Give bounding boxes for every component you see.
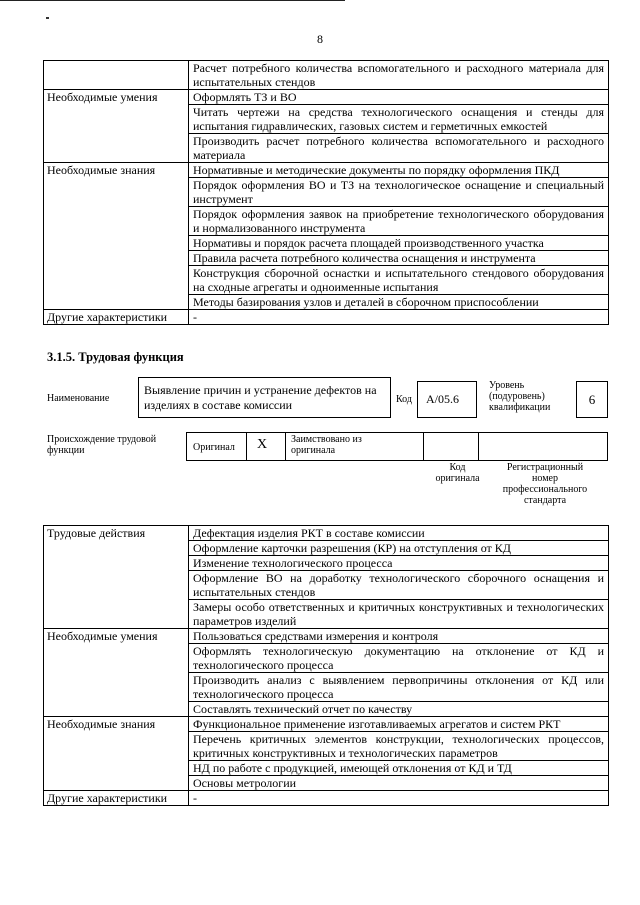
level-value: 6	[588, 392, 596, 407]
name-value: Выявление причин и устранение дефектов на изделиях в составе комиссии	[144, 383, 377, 412]
row-item: Оформлять технологическую документацию на отклонение от КД и технологического процесса	[189, 644, 609, 673]
row-item: Методы базирования узлов и деталей в сборочном приспособлении	[189, 295, 609, 310]
code-label: Код	[396, 394, 412, 405]
row-item: Читать чертежи на средства технологического оснащения и стенды для испытания гидравлических, газовых систем и герметичных емкостей	[189, 105, 609, 134]
original-mark: X	[257, 437, 268, 452]
row-item: Конструкция сборочной оснастки и испытательного стендового оборудования на сходные агрегаты и одноименные испытания	[189, 266, 609, 295]
row-item: Изменение технологического процесса	[189, 556, 609, 571]
divider	[285, 432, 286, 461]
table-row	[44, 717, 609, 732]
row-label: Другие характеристики	[44, 791, 189, 806]
divider	[478, 432, 479, 461]
name-box	[138, 377, 391, 418]
row-item: -	[189, 791, 609, 806]
table-row	[44, 791, 609, 806]
row-item: Пользоваться средствами измерения и контроля	[189, 629, 609, 644]
reg-caption: Регистрационный номер профессионального стандарта	[502, 462, 588, 506]
row-item: Оформление ВО на доработку технологического сборочного оснащения и испытательных стендов	[189, 571, 609, 600]
row-item: Нормативы и порядок расчета площадей производственного участка	[189, 236, 609, 251]
row-item: -	[189, 310, 609, 325]
level-label: Уровень (подуровень) квалификации	[489, 380, 551, 413]
row-label	[44, 61, 189, 90]
row-item: Производить расчет потребного количества вспомогательного и расходного материала	[189, 134, 609, 163]
row-item: Основы метрологии	[189, 776, 609, 791]
scan-speck	[46, 17, 49, 19]
row-item: Оформлять ТЗ и ВО	[189, 90, 609, 105]
table-row	[44, 629, 609, 644]
table-row	[44, 163, 609, 178]
borrowed-label: Заимствовано из оригинала	[291, 434, 362, 456]
row-item: Оформление карточки разрешения (КР) на отступления от КД	[189, 541, 609, 556]
row-label: Трудовые действия	[44, 526, 189, 629]
row-item: Порядок оформления заявок на приобретение технологического оборудования и нормализованного инструмента	[189, 207, 609, 236]
scan-edge-line	[0, 0, 345, 1]
row-label: Необходимые умения	[44, 90, 189, 163]
table-row	[44, 310, 609, 325]
row-label: Необходимые знания	[44, 163, 189, 310]
row-item: Правила расчета потребного количества оснащения и инструмента	[189, 251, 609, 266]
row-item: Замеры особо ответственных и критичных конструктивных и технологических параметров изделий	[189, 600, 609, 629]
table-row	[44, 61, 609, 90]
divider	[423, 432, 424, 461]
row-item: Дефектация изделия РКТ в составе комиссии	[189, 526, 609, 541]
row-item: Перечень критичных элементов конструкции, технологических процессов, критичных конструктивных и технологических параметров	[189, 732, 609, 761]
row-item: Составлять технический отчет по качеству	[189, 702, 609, 717]
row-item: Функциональное применение изготавливаемых агрегатов и систем РКТ	[189, 717, 609, 732]
divider	[246, 432, 247, 461]
code-caption: Код оригинала	[435, 462, 480, 484]
origin-label: Происхождение трудовой функции	[47, 434, 157, 456]
requirements-table-1	[43, 60, 609, 325]
row-label: Необходимые знания	[44, 717, 189, 791]
row-label: Необходимые умения	[44, 629, 189, 717]
code-box	[417, 381, 477, 418]
page-number: 8	[317, 32, 323, 46]
table-row	[44, 526, 609, 541]
level-box	[576, 381, 608, 418]
code-value: A/05.6	[426, 392, 459, 406]
row-item: НД по работе с продукцией, имеющей отклонения от КД и ТД	[189, 761, 609, 776]
row-label: Другие характеристики	[44, 310, 189, 325]
section-title: 3.1.5. Трудовая функция	[47, 350, 184, 364]
row-item: Производить анализ с выявлением первопричины отклонения от КД или технологического процесса	[189, 673, 609, 702]
row-item: Нормативные и методические документы по порядку оформления ПКД	[189, 163, 609, 178]
original-label: Оригинал	[193, 442, 235, 453]
requirements-table-2	[43, 525, 609, 806]
row-item: Порядок оформления ВО и ТЗ на технологическое оснащение и специальный инструмент	[189, 178, 609, 207]
row-item: Расчет потребного количества вспомогательного и расходного материала для испытательных стендов	[189, 61, 609, 90]
table-row	[44, 90, 609, 105]
name-label: Наименование	[47, 393, 110, 404]
